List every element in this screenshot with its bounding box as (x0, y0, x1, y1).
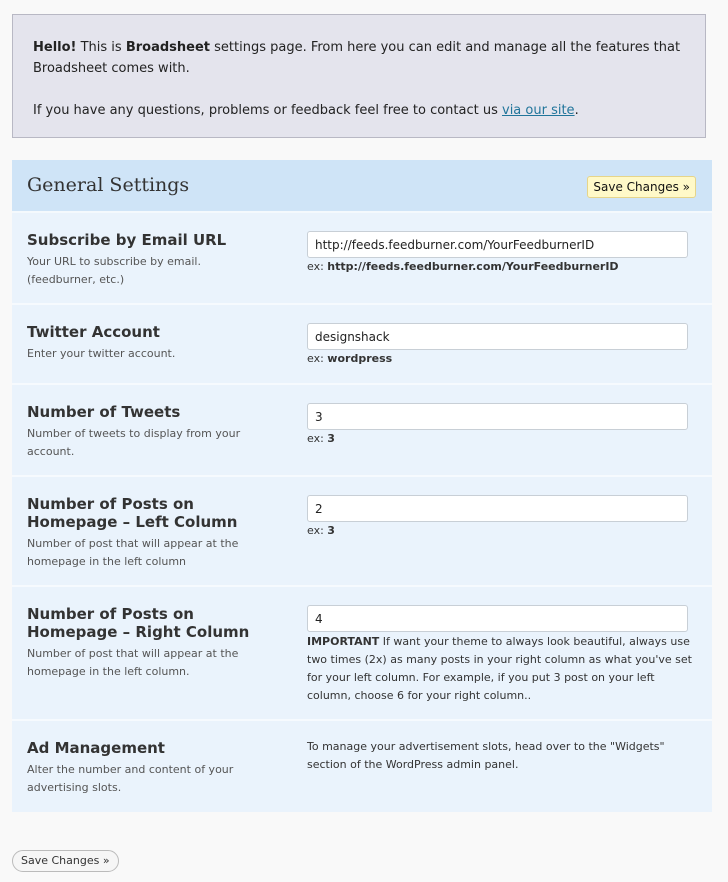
setting-title: Twitter Account (27, 323, 160, 341)
example-value: http://feeds.feedburner.com/YourFeedburnerID (327, 260, 619, 273)
intro-text-1: This is (76, 40, 126, 55)
save-changes-button-bottom[interactable]: Save Changes » (12, 850, 119, 872)
hello-text: Hello! (33, 40, 77, 55)
brand-name: Broadsheet (125, 40, 210, 55)
intro-paragraph (33, 37, 685, 79)
contact-paragraph (33, 100, 685, 121)
setting-example (307, 522, 692, 540)
panel-header (12, 160, 712, 213)
setting-row-tweets (12, 385, 712, 477)
setting-description: Number of tweets to display from your account. (27, 427, 241, 458)
setting-description: Your URL to subscribe by email. (feedburner, etc.) (27, 255, 201, 286)
ad-management-note: To manage your advertisement slots, head over to the "Widgets" section of the WordPress admin panel. (307, 740, 665, 771)
setting-title: Subscribe by Email URL (27, 231, 227, 249)
setting-description: Enter your twitter account. (27, 347, 176, 360)
important-text: If want your theme to always look beautiful, always use two times (2x) as many posts in your right column as what you've set for your left column. For example, if you put 3 post on your left column, choose 6 for your right column.. (307, 635, 692, 702)
contact-link[interactable]: via our site (502, 103, 575, 118)
panel-title: General Settings (27, 174, 190, 196)
setting-description: Number of post that will appear at the homepage in the left column (27, 537, 239, 568)
setting-row-posts-left (12, 477, 712, 587)
example-prefix: ex: (307, 432, 328, 445)
tweet-count-input[interactable] (307, 403, 688, 430)
setting-description: Alter the number and content of your advertising slots. (27, 763, 234, 794)
posts-right-input[interactable] (307, 605, 688, 632)
setting-row-twitter (12, 305, 712, 385)
setting-example (307, 258, 692, 276)
posts-left-input[interactable] (307, 495, 688, 522)
intro-text-2: settings page. From here you can edit and manage all the features that Broadsheet comes with. (33, 40, 681, 76)
important-note (307, 633, 692, 705)
setting-row-posts-right (12, 587, 712, 721)
example-prefix: ex: (307, 260, 328, 273)
example-value: 3 (327, 432, 335, 445)
example-prefix: ex: (307, 352, 328, 365)
setting-row-email (12, 213, 712, 305)
contact-text: If you have any questions, problems or feedback feel free to contact us (33, 103, 502, 118)
setting-title: Number of Posts on Homepage – Right Column (27, 605, 250, 641)
setting-description: Number of post that will appear at the homepage in the left column. (27, 647, 239, 678)
intro-notice (12, 14, 706, 138)
contact-period: . (574, 103, 579, 118)
example-prefix: ex: (307, 524, 328, 537)
setting-title: Ad Management (27, 739, 165, 757)
important-label: IMPORTANT (307, 635, 380, 648)
setting-example (307, 350, 692, 368)
general-settings-panel (12, 160, 712, 812)
setting-title: Number of Posts on Homepage – Left Column (27, 495, 238, 531)
example-value: wordpress (327, 352, 393, 365)
setting-title: Number of Tweets (27, 403, 181, 421)
email-url-input[interactable] (307, 231, 688, 258)
twitter-account-input[interactable] (307, 323, 688, 350)
save-changes-button-top[interactable]: Save Changes » (587, 176, 696, 198)
setting-row-ads (12, 721, 712, 812)
example-value: 3 (327, 524, 335, 537)
setting-example (307, 430, 692, 448)
